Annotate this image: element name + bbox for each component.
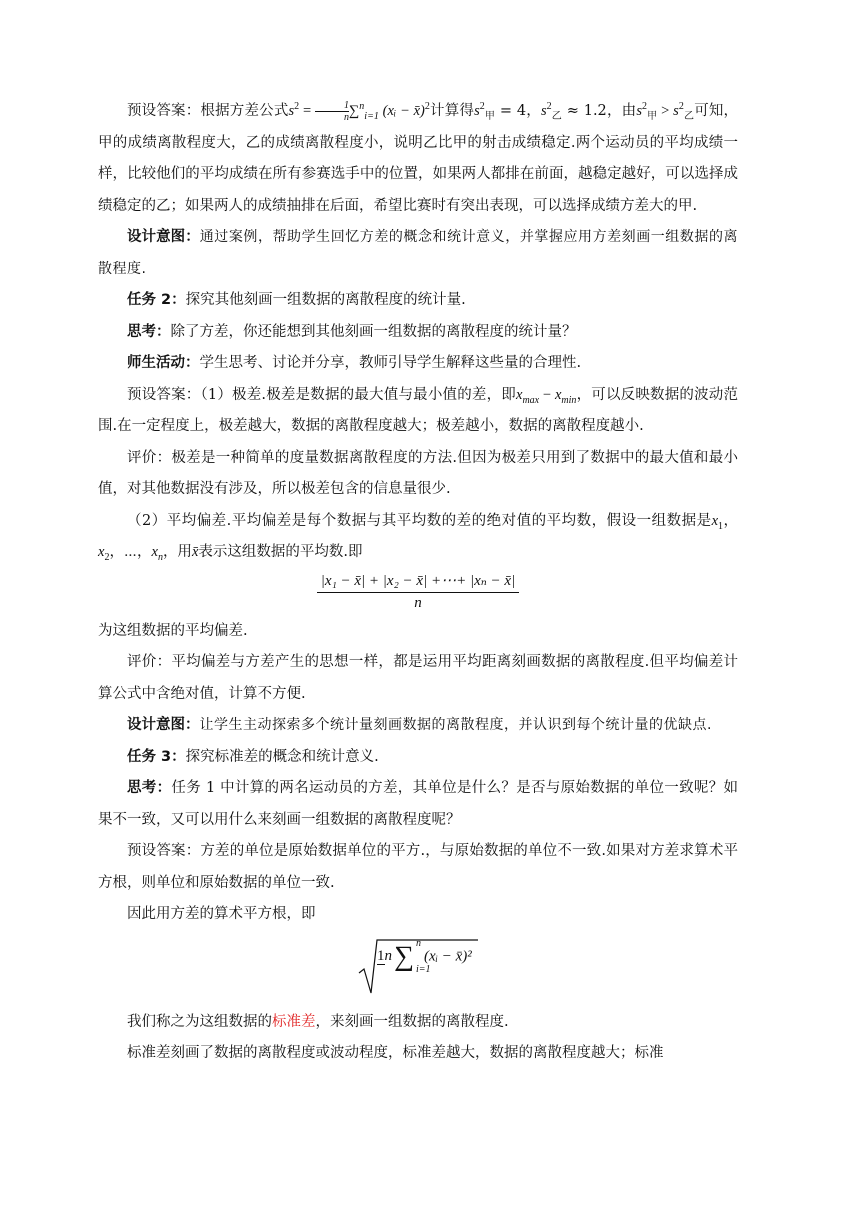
data-list: $x_1$，$x_2$，⋯，$x_n$	[98, 512, 738, 563]
variance-yi: $s^2_乙$	[540, 101, 562, 122]
label: 设计意图：	[127, 229, 200, 245]
text: 学生思考、讨论并分享，教师引导学生解释这些量的合理性.	[199, 355, 582, 371]
paragraph-therefore: 因此用方差的算术平方根，即	[127, 906, 316, 922]
text: ，可以反映数据的波动范围.在一定程度上，极差越大，数据的离散程度越大；极差越小，数据的离散程度越小.	[98, 386, 738, 434]
paragraph-preset-answer-1: 预设答案：根据方差公式$s^2$ = $\frac{1}{n}$ ∑$^n_{i=1}$ (xᵢ − x̄)$^2$计算得$s^2_甲 = 4$，$s^2_乙 \approx 1.2$，由$s^2_甲 > s^2_乙$可知，甲的成绩离散程度大，乙的成绩离散程度小，说明乙比甲的射击成绩稳定.两个运动员的平均成绩一样，比较他们的平均成绩在所有参赛选手中的位置，如果两人都排在前面，越稳定越好，可以选择成绩稳定的乙；如果两人的成绩抽排在后面，希望比赛时有突出表现，可以选择成绩方差大的甲.	[98, 100, 739, 214]
variance-compare: $s^2_甲 > s^2_乙$	[636, 101, 695, 122]
paragraph-task-2	[98, 285, 738, 317]
label: 师生活动：	[127, 355, 200, 371]
paragraph-task-3	[98, 742, 738, 774]
paragraph-teacher-student	[98, 348, 738, 380]
paragraph-evaluation-range: 评价：极差是一种简单的度量数据离散程度的方法.但因为极差只用到了数据中的最大值和最小值，对其他数据没有涉及，所以极差包含的信息量很少.	[98, 449, 738, 497]
paragraph-preset-answer-range	[98, 380, 738, 443]
text: 预设答案：根据方差公式	[127, 103, 289, 119]
text: 我们称之为这组数据的	[127, 1013, 272, 1030]
text: 除了方差，你还能想到其他刻画一组数据的离散程度的统计量？	[170, 323, 577, 340]
label: 设计意图：	[127, 717, 200, 733]
label: 任务 2：	[127, 292, 186, 308]
formula-denominator: n	[414, 594, 422, 611]
label: 思考：	[127, 323, 171, 340]
text: 任务 1 中计算的两名运动员的方差，其单位是什么？是否与原始数据的单位一致呢？如果不一致，又可以用什么来刻画一组数据的离散程度呢？	[98, 780, 738, 828]
text: 计算得	[429, 103, 475, 119]
highlight-term: 标准差	[272, 1013, 316, 1030]
paragraph-design-intent-2	[98, 710, 738, 742]
paragraph-preset-answer-unit: 预设答案：方差的单位是原始数据单位的平方.，与原始数据的单位不一致.如果对方差求算术平方根，则单位和原始数据的单位一致.	[98, 843, 738, 891]
text: 让学生主动探索多个统计量刻画数据的离散程度，并认识到每个统计量的优缺点.	[199, 717, 712, 733]
label: 任务 3：	[127, 748, 186, 765]
text: 探究标准差的概念和统计意义.	[185, 748, 379, 765]
paragraph-evaluation-mean-deviation: 评价：平均偏差与方差产生的思想一样，都是运用平均距离刻画数据的离散程度.但平均偏差计算公式中含绝对值，计算不方便.	[98, 654, 738, 702]
mean-deviation-formula	[98, 571, 738, 612]
paragraph-sd-meaning: 标准差刻画了数据的离散程度或波动程度，标准差越大，数据的离散程度越大；标准	[127, 1045, 664, 1061]
mean-symbol: x̄	[191, 544, 199, 560]
text: 表示这组数据的平均数.即	[198, 544, 363, 560]
variance-jia: $s^2_甲$	[474, 101, 496, 122]
standard-deviation-formula: 1n∑ n i=1 (xᵢ − x̄)²	[98, 937, 738, 1001]
paragraph-design-intent-1	[98, 222, 738, 285]
paragraph-think-2	[98, 773, 738, 836]
text: 预设答案：（1）极差.极差是数据的最大值与最小值的差，即	[127, 386, 516, 403]
text: 通过案例，帮助学生回忆方差的概念和统计意义，并掌握应用方差刻画一组数据的离散程度.	[98, 229, 739, 277]
text: 探究其他刻画一组数据的离散程度的统计量.	[185, 292, 466, 308]
paragraph-mean-deviation-def: 为这组数据的平均偏差.	[98, 622, 248, 639]
paragraph-standard-deviation	[98, 1007, 738, 1039]
paragraph-mean-deviation: （2）平均偏差.平均偏差是每个数据与其平均数的差的绝对值的平均数，假设一组数据是$x_1$，$x_2$，⋯，$x_n$，用x̄表示这组数据的平均数.即	[98, 512, 738, 563]
document-page	[98, 96, 738, 1070]
text: ，来刻画一组数据的离散程度.	[315, 1013, 509, 1030]
variance-formula: $s^2$ = $\frac{1}{n}$ ∑$^n_{i=1}$ (xᵢ − x̄)$^2$	[288, 100, 430, 124]
paragraph-think-1	[98, 317, 738, 349]
text: （2）平均偏差.平均偏差是每个数据与其平均数的差的绝对值的平均数，假设一组数据是	[127, 512, 712, 529]
label: 思考：	[127, 780, 172, 796]
text: 可知，甲的成绩离散程度大，乙的成绩离散程度小，说明乙比甲的射击成绩稳定.两个运动员的平均成绩一样，比较他们的平均成绩在所有参赛选手中的位置，如果两人都排在前面，越稳定越好，可以选择成绩稳定的乙；如果两人的成绩抽排在后面，希望比赛时有突出表现，可以选择成绩方差大的甲.	[98, 103, 739, 214]
range-formula: $x_{max} - x_{min}$	[516, 386, 577, 406]
formula-numerator: |x₁ − x̄| + |x₂ − x̄| +⋯+ |xₙ − x̄|	[317, 571, 519, 593]
